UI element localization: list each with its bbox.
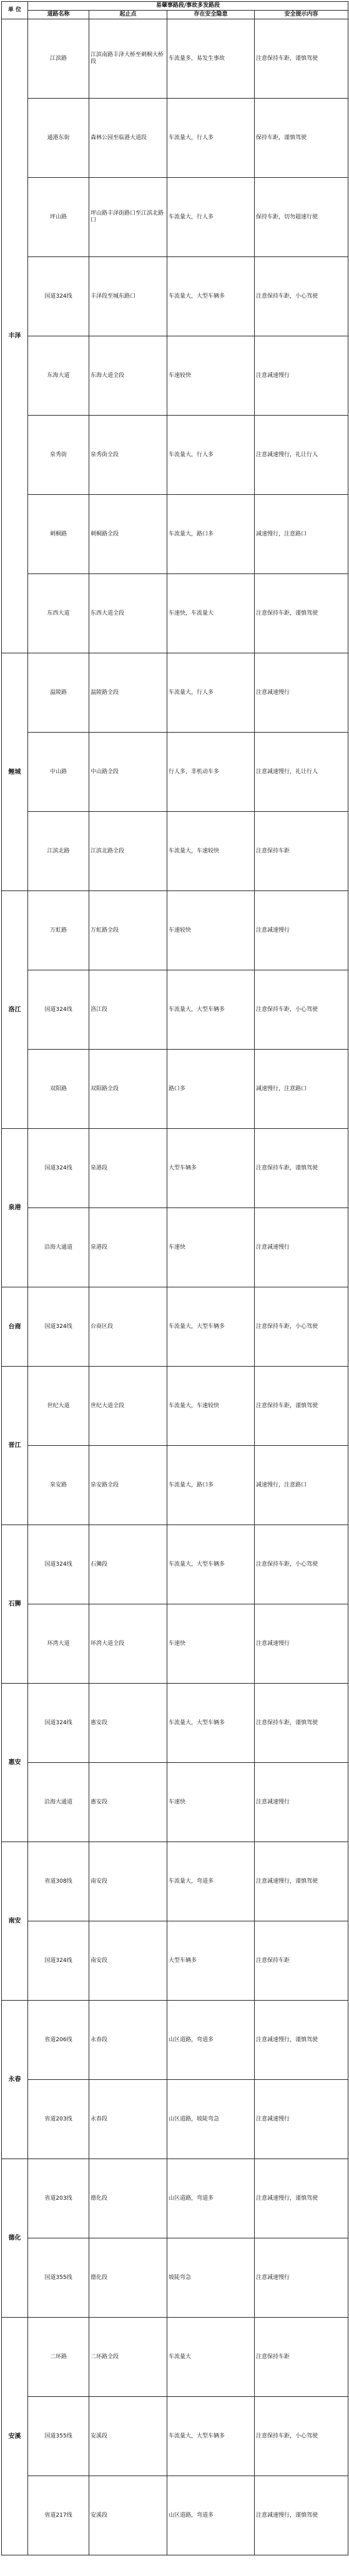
road-name-cell: 国道324线 [28,1287,89,1367]
tip-cell: 注意保持车距，谨慎驾驶 [255,574,348,653]
road-name-cell: 国道324线 [28,1525,89,1604]
span-cell: 南安段 [89,1842,167,1921]
span-cell: 永春段 [89,2080,167,2159]
unit-cell: 安溪 [2,2318,28,2555]
span-cell: 德化段 [89,2159,167,2238]
tip-cell: 注意减速慢行，谨慎驾驶 [255,1842,348,1921]
hazard-cell: 车流量大，车速较快 [167,1367,255,1446]
table-row [2,2397,348,2476]
hazard-cell: 车流量大，大型车辆多 [167,2397,255,2476]
tip-cell: 保持车距，谨慎驾驶 [255,99,348,178]
span-cell: 永春段 [89,2001,167,2080]
road-name-cell: 万虹路 [28,891,89,970]
road-name-cell: 刺桐路 [28,495,89,574]
tip-cell: 注意减速慢行，谨慎驾驶 [255,2476,348,2555]
table-row [2,2080,348,2159]
unit-cell: 台商 [2,1287,28,1367]
road-name-cell: 江滨路 [28,19,89,99]
span-cell: 德化段 [89,2238,167,2318]
hazard-cell: 车流量大，行人多 [167,99,255,178]
hazard-cell: 车流量大，路口多 [167,1446,255,1525]
tip-cell: 注意保持车距 [255,1921,348,2001]
hazard-cell: 车速快，车流量大 [167,574,255,653]
table-body [2,19,348,2555]
table-row [2,1763,348,1842]
road-name-cell: 双阳路 [28,1050,89,1129]
hazard-cell: 车流量大，弯道多 [167,1842,255,1921]
span-cell: 二环路全段 [89,2318,167,2397]
table-row [2,1604,348,1684]
span-cell: 泉秀街全段 [89,416,167,495]
span-cell: 洛江段 [89,970,167,1050]
tip-cell: 注意保持车距，小心驾驶 [255,970,348,1050]
table-row [2,1921,348,2001]
unit-cell: 泉港 [2,1129,28,1287]
hazard-cell: 车流量大，大型车辆多 [167,257,255,336]
hazard-cell: 车流量多，易发生事故 [167,19,255,99]
tip-cell: 注意减速慢行 [255,2238,348,2318]
road-name-cell: 沿海大通道 [28,1208,89,1287]
column-header-tip: 安全提示内容 [255,11,348,19]
table-row [2,257,348,336]
hazard-cell: 车流量大，大型车辆多 [167,970,255,1050]
table-row [2,2001,348,2080]
span-cell: 江滨南路丰泽大桥至刺桐大桥段 [89,19,167,99]
tip-cell: 注意减速慢行，礼让行人 [255,416,348,495]
hazard-cell: 车速快 [167,1208,255,1287]
table-row [2,178,348,257]
tip-cell: 注意保持车距 [255,812,348,891]
road-name-cell: 环湾大道 [28,1604,89,1684]
table-row [2,1525,348,1604]
tip-cell: 注意减速慢行 [255,1763,348,1842]
column-header-road: 道路名称 [28,11,89,19]
span-cell: 泉安路全段 [89,1446,167,1525]
span-cell: 惠安段 [89,1763,167,1842]
table-row [2,1287,348,1367]
table-row [2,99,348,178]
table-row [2,1367,348,1446]
hazard-cell: 车流量大，大型车辆多 [167,1287,255,1367]
span-cell: 双阳路全段 [89,1050,167,1129]
road-name-cell: 省道206线 [28,2001,89,2080]
hazard-cell: 路口多 [167,1050,255,1129]
road-name-cell: 江滨北路 [28,812,89,891]
unit-cell: 洛江 [2,891,28,1129]
hazard-cell: 车流量大，行人多 [167,416,255,495]
span-cell: 森林公园至临港大道段 [89,99,167,178]
span-cell: 南安段 [89,1921,167,2001]
table-row [2,1050,348,1129]
hazard-cell: 车流量大，路口多 [167,495,255,574]
road-name-cell: 坪山路 [28,178,89,257]
tip-cell: 注意减速慢行 [255,336,348,416]
tip-cell: 注意保持车距，小心驾驶 [255,1287,348,1367]
span-cell: 刺桐路全段 [89,495,167,574]
hazard-cell: 车流量大，车速较快 [167,812,255,891]
table-row [2,19,348,99]
tip-cell: 注意减速慢行 [255,891,348,970]
hazard-cell: 车流量大，大型车辆多 [167,1525,255,1604]
hazard-cell: 山区道路，弯道多 [167,2159,255,2238]
tip-cell: 注意减速慢行，礼让行人 [255,733,348,812]
table-row [2,812,348,891]
hazard-cell: 大型车辆多 [167,1129,255,1208]
unit-cell: 惠安 [2,1684,28,1842]
hazard-cell: 坡陡弯急 [167,2238,255,2318]
table-row [2,2159,348,2238]
table-row [2,1842,348,1921]
tip-cell: 注意保持车距，小心驾驶 [255,2397,348,2476]
road-safety-table [1,1,348,2555]
tip-cell: 注意保持车距，谨慎驾驶 [255,1684,348,1763]
hazard-cell: 车速快 [167,1763,255,1842]
tip-cell: 注意保持车距 [255,2318,348,2397]
tip-cell: 减速慢行，注意路口 [255,495,348,574]
road-name-cell: 中山路 [28,733,89,812]
span-cell: 安溪段 [89,2397,167,2476]
table-row [2,1684,348,1763]
hazard-cell: 车流量大，大型车辆多 [167,1684,255,1763]
tip-cell: 注意减速慢行 [255,1604,348,1684]
table-row [2,495,348,574]
table-row [2,653,348,733]
table-header-row-top [2,2,348,11]
road-name-cell: 国道324线 [28,1684,89,1763]
table-row [2,336,348,416]
road-name-cell: 泉秀街 [28,416,89,495]
table-row [2,416,348,495]
table-row [2,574,348,653]
road-name-cell: 省道203线 [28,2159,89,2238]
unit-cell: 永春 [2,2001,28,2159]
tip-cell: 注意保持车距，谨慎驾驶 [255,1367,348,1446]
road-name-cell: 国道324线 [28,1129,89,1208]
span-cell: 安溪段 [89,2476,167,2555]
road-name-cell: 通港东街 [28,99,89,178]
span-cell: 世纪大道全段 [89,1367,167,1446]
road-name-cell: 国道324线 [28,257,89,336]
road-name-cell: 东西大道 [28,574,89,653]
road-name-cell: 省道217线 [28,2476,89,2555]
hazard-cell: 大型车辆多 [167,1921,255,2001]
table-row [2,1129,348,1208]
column-header-hazard: 存在安全隐患 [167,11,255,19]
table-row [2,891,348,970]
table-row [2,733,348,812]
span-cell: 环湾大道全段 [89,1604,167,1684]
tip-cell: 注意减速慢行 [255,2080,348,2159]
hazard-cell: 车流量大 [167,2318,255,2397]
span-cell: 丰泽段至城东路口 [89,257,167,336]
table-row [2,1446,348,1525]
tip-cell: 注意保持车距，小心驾驶 [255,1525,348,1604]
span-cell: 坪山路丰泽街路口至江滨北路口 [89,178,167,257]
hazard-cell: 车速较快 [167,891,255,970]
road-name-cell: 东海大道 [28,336,89,416]
unit-cell: 鲤城 [2,653,28,891]
hazard-cell: 山区道路，弯道多 [167,2476,255,2555]
road-name-cell: 省道308线 [28,1842,89,1921]
road-name-cell: 国道355线 [28,2238,89,2318]
hazard-cell: 车速较快 [167,336,255,416]
tip-cell: 注意减速慢行 [255,653,348,733]
road-name-cell: 国道355线 [28,2397,89,2476]
span-cell: 台商区段 [89,1287,167,1367]
unit-cell: 晋江 [2,1367,28,1525]
tip-cell: 保持车距，切勿超速行驶 [255,178,348,257]
tip-cell: 减速慢行，注意路口 [255,1446,348,1525]
hazard-cell: 山区道路，弯道多 [167,2001,255,2080]
tip-cell: 注意保持车距，小心驾驶 [255,257,348,336]
hazard-cell: 行人多，非机动车多 [167,733,255,812]
tip-cell: 注意保持车距，谨慎驾驶 [255,19,348,99]
table-row [2,2318,348,2397]
table-row [2,2238,348,2318]
span-cell: 温陵路全段 [89,653,167,733]
table-row [2,2476,348,2555]
hazard-cell: 车流量大，行人多 [167,178,255,257]
span-cell: 东海大道全段 [89,336,167,416]
unit-cell: 石狮 [2,1525,28,1684]
span-cell: 万虹路全段 [89,891,167,970]
tip-cell: 注意减速慢行 [255,1208,348,1287]
road-name-cell: 泉安路 [28,1446,89,1525]
span-cell: 中山路全段 [89,733,167,812]
road-name-cell: 国道324线 [28,970,89,1050]
span-cell: 江滨北路全段 [89,812,167,891]
tip-cell: 注意减速慢行，谨慎驾驶 [255,2159,348,2238]
table-row [2,970,348,1050]
unit-cell: 丰泽 [2,19,28,653]
road-name-cell: 温陵路 [28,653,89,733]
table-header-row-columns [2,11,348,19]
group-header: 易肇事路段/事故多发路段 [28,2,348,11]
tip-cell: 减速慢行，注意路口 [255,1050,348,1129]
tip-cell: 注意保持车距，谨慎驾驶 [255,1129,348,1208]
span-cell: 泉港段 [89,1129,167,1208]
hazard-cell: 山区道路，坡陡弯急 [167,2080,255,2159]
span-cell: 石狮段 [89,1525,167,1604]
unit-header: 单 位 [2,2,28,19]
road-name-cell: 世纪大道 [28,1367,89,1446]
span-cell: 东西大道全段 [89,574,167,653]
road-name-cell: 二环路 [28,2318,89,2397]
column-header-span: 起止点 [89,11,167,19]
road-name-cell: 省道203线 [28,2080,89,2159]
table-row [2,1208,348,1287]
span-cell: 惠安段 [89,1684,167,1763]
road-name-cell: 沿海大通道 [28,1763,89,1842]
span-cell: 泉港段 [89,1208,167,1287]
road-name-cell: 国道324线 [28,1921,89,2001]
tip-cell: 注意减速慢行，谨慎驾驶 [255,2001,348,2080]
unit-cell: 德化 [2,2159,28,2318]
unit-cell: 南安 [2,1842,28,2001]
hazard-cell: 车流量大，行人多 [167,653,255,733]
hazard-cell: 车速快 [167,1604,255,1684]
